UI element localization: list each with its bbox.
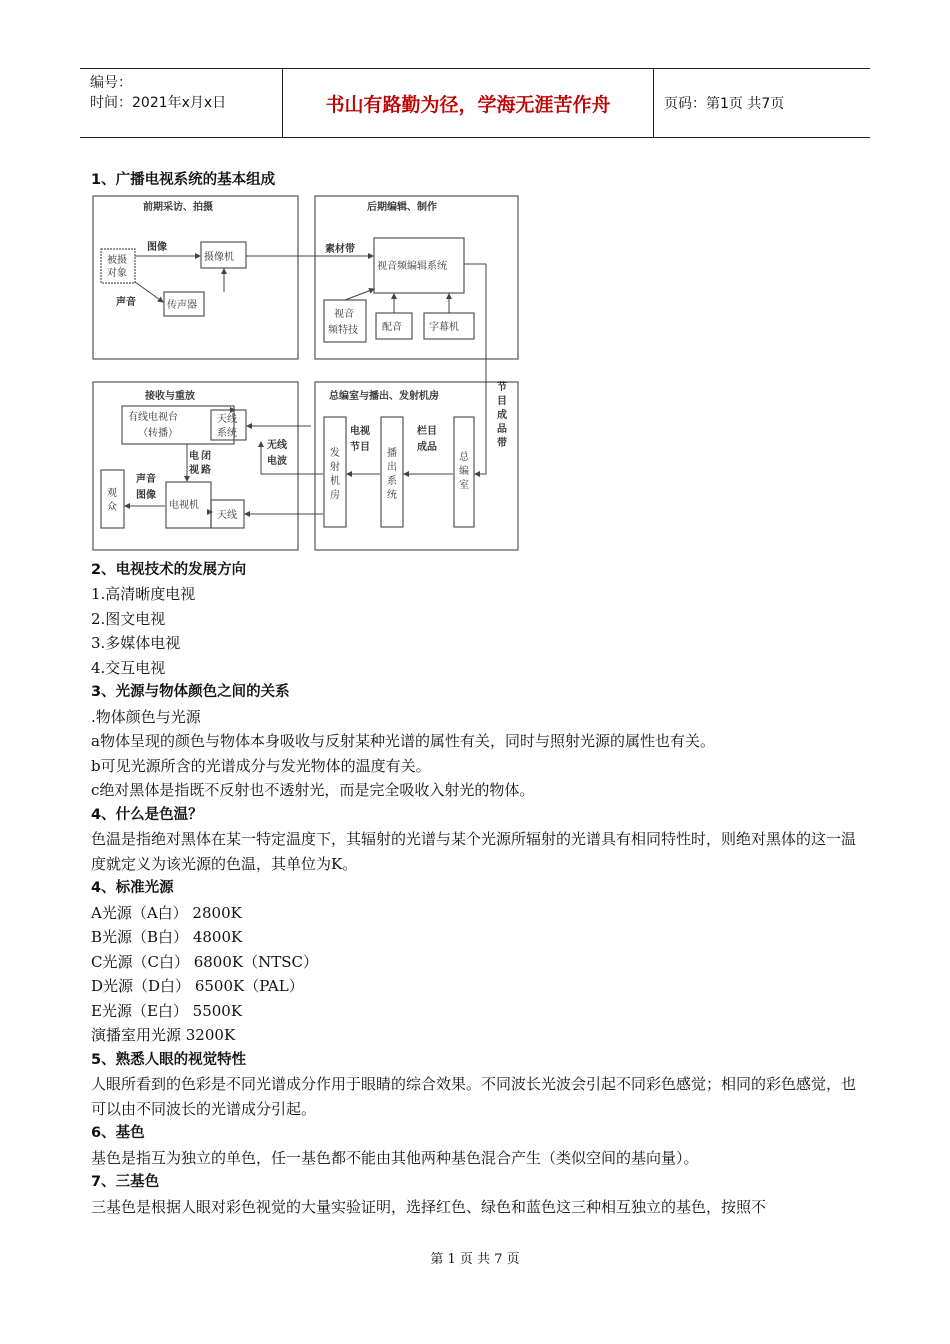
section-2-item: 4.交互电视 — [91, 658, 166, 677]
image-label-2: 图像 — [136, 489, 156, 501]
panel-capture-title: 前期采访、拍摄 — [143, 201, 213, 213]
av-effects-label-2: 频特技 — [328, 324, 358, 336]
light-source-item: D光源（D白） 6500K（PAL） — [91, 977, 304, 995]
section-3-title: 3、光源与物体颜色之间的关系 — [91, 684, 290, 700]
program-tape-label-3: 成 — [497, 409, 507, 421]
transmitter-label-3: 机 — [330, 475, 340, 487]
program-tape-label-5: 带 — [497, 437, 507, 449]
time-label: 时间：2021年x月x日 — [90, 95, 227, 111]
section-3-line: a物体呈现的颜色与物体本身吸收与反射某种光谱的属性有关，同时与照射光源的属性也有关。 — [91, 732, 715, 750]
transmitter-label-2: 射 — [330, 461, 340, 473]
playout-label-4: 统 — [387, 489, 397, 501]
dubbing-label: 配音 — [382, 321, 402, 333]
playout-label-3: 系 — [387, 475, 397, 487]
program-tape-label-2: 目 — [497, 395, 507, 407]
light-source-item: 演播室用光源 3200K — [91, 1026, 236, 1044]
closed-circuit-label-2: 闭 — [201, 450, 211, 462]
subject-label-2: 对象 — [107, 267, 127, 279]
section-5-text: 人眼所看到的色彩是不同光谱成分作用于眼睛的综合效果。不同波长光波会引起不同彩色感觉；相同的彩色感觉，也可以由不同波长的光谱成分引起。 — [91, 1075, 857, 1118]
editorial-label-2: 编 — [459, 465, 469, 477]
motto: 书山有路勤为径，学海无涯苦作舟 — [283, 69, 654, 137]
section-3-line: c绝对黑体是指既不反射也不透射光，而是完全吸收入射光的物体。 — [91, 781, 535, 799]
section-2-item: 2.图文电视 — [91, 609, 166, 628]
sound-label: 声音 — [116, 296, 136, 308]
column-label-1: 栏目 — [417, 425, 437, 437]
closed-circuit-label-3: 视 — [189, 464, 199, 476]
cable-tv-label-1: 有线电视台 — [128, 411, 178, 423]
camera-label: 摄像机 — [204, 251, 234, 263]
panel-receive-title: 接收与重放 — [145, 390, 195, 402]
transmitter-label-4: 房 — [330, 489, 340, 501]
section-1-title: 1、广播电视系统的基本组成 — [91, 172, 276, 188]
light-source-item: C光源（C白） 6800K（NTSC） — [91, 952, 318, 971]
column-label-2: 成品 — [417, 441, 437, 453]
image-label: 图像 — [147, 241, 167, 253]
broadcast-system-diagram — [91, 194, 523, 554]
section-7-title: 7、三基色 — [91, 1174, 160, 1190]
header-table — [80, 68, 870, 138]
audience-label-1: 观 — [107, 487, 117, 499]
section-5-title: 5、熟悉人眼的视觉特性 — [91, 1051, 247, 1068]
wireless-label-2: 电波 — [267, 455, 287, 467]
light-source-item: A光源（A白） 2800K — [91, 903, 242, 922]
program-tape-label-1: 节 — [497, 381, 507, 393]
material-tape-label: 素材带 — [325, 243, 355, 255]
microphone-label: 传声器 — [167, 299, 197, 311]
section-3-line: b可见光源所含的光谱成分与发光物体的温度有关。 — [91, 756, 431, 775]
program-tape-label-4: 品 — [497, 423, 507, 435]
section-2-item: 3.多媒体电视 — [91, 634, 181, 652]
number-label: 编号： — [90, 75, 132, 91]
closed-circuit-label-1: 电 — [189, 450, 199, 462]
tv-program-label-1: 电视 — [350, 425, 370, 437]
document-body — [91, 168, 861, 1219]
antenna-system-label-1: 天线 — [217, 413, 237, 425]
section-2-title: 2、电视技术的发展方向 — [91, 561, 247, 578]
section-4b-title: 4、标准光源 — [91, 880, 174, 896]
light-source-item: E光源（E白） 5500K — [91, 1001, 243, 1020]
caption-label: 字幕机 — [429, 321, 459, 333]
section-4a-title: 4、什么是色温？ — [91, 806, 203, 823]
section-4a-text: 色温是指绝对黑体在某一特定温度下，其辐射的光谱与某个光源所辐射的光谱具有相同特性时，则绝对黑体的这一温度就定义为该光源的色温，其单位为K。 — [91, 830, 857, 873]
audience-label-2: 众 — [107, 501, 117, 513]
section-6-text: 基色是指互为独立的单色，任一基色都不能由其他两种基色混合产生（类似空间的基向量）。 — [91, 1148, 699, 1167]
antenna-label: 天线 — [217, 509, 237, 521]
playout-label-2: 出 — [387, 461, 397, 473]
section-2-item: 1.高清晰度电视 — [91, 585, 196, 603]
section-3-line: .物体颜色与光源 — [91, 707, 201, 726]
editorial-label-1: 总 — [459, 451, 469, 463]
page-footer: 第 1 页 共 7 页 — [430, 1252, 520, 1267]
panel-post-title: 后期编辑、制作 — [367, 201, 437, 213]
wireless-label-1: 无线 — [267, 439, 287, 451]
transmitter-label-1: 发 — [330, 447, 340, 459]
header-meta-cell — [80, 69, 283, 137]
tv-set-label: 电视机 — [169, 499, 199, 511]
panel-master-title: 总编室与播出、发射机房 — [329, 390, 439, 402]
page-label: 页码：第1页 共7页 — [664, 96, 785, 112]
closed-circuit-label-4: 路 — [201, 464, 211, 476]
subject-label-1: 被摄 — [107, 254, 127, 266]
av-editing-label: 视音频编辑系统 — [377, 260, 447, 272]
light-source-item: B光源（B白） 4800K — [91, 928, 243, 946]
antenna-system-label-2: 系统 — [217, 427, 237, 439]
section-6-title: 6、基色 — [91, 1125, 145, 1141]
editorial-label-3: 室 — [459, 479, 469, 491]
tv-program-label-2: 节目 — [350, 441, 370, 453]
sound-label-2: 声音 — [136, 473, 156, 485]
section-7-text: 三基色是根据人眼对彩色视觉的大量实验证明，选择红色、绿色和蓝色这三种相互独立的基色，按照不 — [91, 1197, 767, 1216]
av-effects-label-1: 视音 — [334, 308, 354, 320]
cable-tv-label-2: （转播） — [138, 427, 178, 439]
playout-label-1: 播 — [387, 447, 397, 459]
